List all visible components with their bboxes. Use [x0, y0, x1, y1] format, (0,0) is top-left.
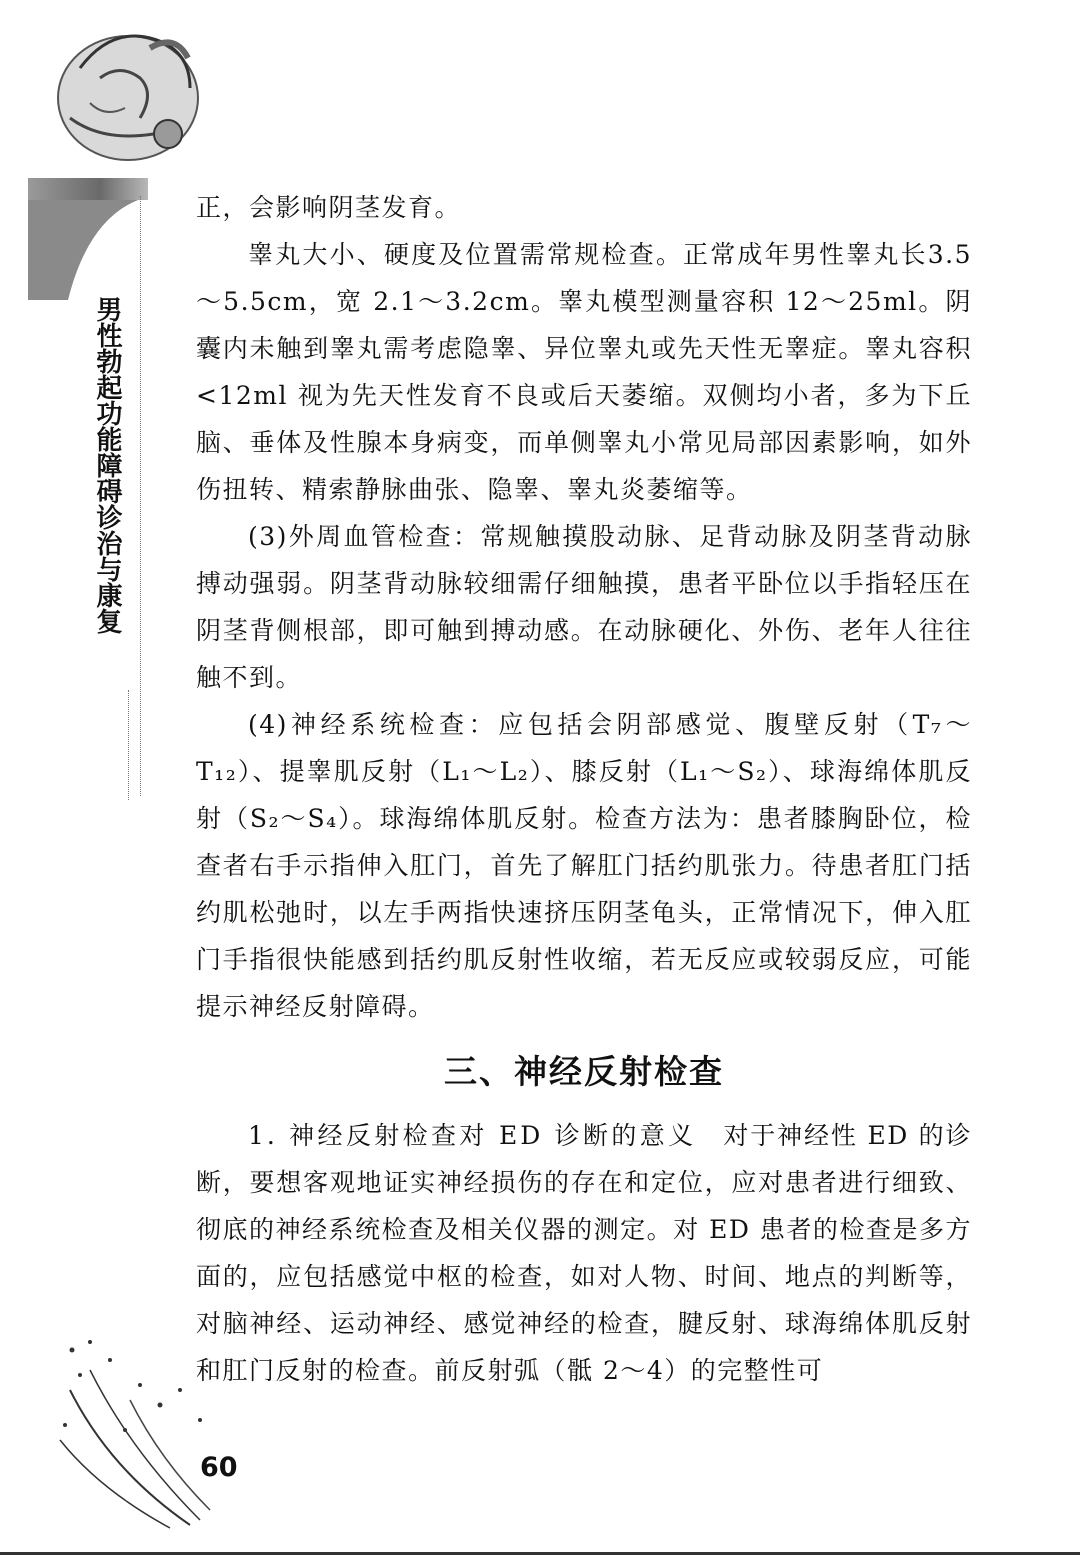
paragraph-testis: 睾丸大小、硬度及位置需常规检查。正常成年男性睾丸长3.5～5.5cm，宽 2.1～3.2cm。睾丸模型测量容积 12～25ml。阴囊内未触到睾丸需考虑隐睾、异位睾丸或先天性无睾症。睾丸容积<12ml 视为先天性发育不良或后天萎缩。双侧均小者，多为下丘脑、垂体及性腺本身病变，而单侧睾丸小常见局部因素影响，如外伤扭转、精索静脉曲张、隐睾、睾丸炎萎缩等。	[196, 240, 972, 504]
paragraph-vascular-exam: (3)外周血管检查：常规触摸股动脉、足背动脉及阴茎背动脉搏动强弱。阴茎背动脉较细需仔细触摸，患者平卧位以手指轻压在阴茎背侧根部，即可触到搏动感。在动脉硬化、外伤、老年人往往触不到。	[196, 522, 972, 692]
header-illustration	[40, 8, 210, 173]
header-band	[28, 178, 148, 200]
page-number: 60	[200, 1452, 238, 1483]
bottom-rule	[0, 1552, 1080, 1555]
section-heading: 三、神经反射检查	[444, 1052, 724, 1091]
running-book-title: 男性勃起功能障碍诊治与康复	[92, 296, 122, 634]
subheading-body: 对于神经性 ED 的诊断，要想客观地证实神经损伤的存在和定位，应对患者进行细致、彻底的神经系统检查及相关仪器的测定。对 ED 患者的检查是多方面的，应包括感觉中枢的检查，如对人物、时间、地点的判断等，对脑神经、运动神经、感觉神经的检查，腱反射、球海绵体肌反射和肛门反射的检查。前反射弧（骶 2～4）的完整性可	[196, 1121, 972, 1385]
paragraph-neuro-exam: (4)神经系统检查：应包括会阴部感觉、腹壁反射（T₇～T₁₂）、提睾肌反射（L₁～L₂）、膝反射（L₁～S₂）、球海绵体肌反射（S₂～S₄）。球海绵体肌反射。检查方法为：患者膝胸卧位，检查者右手示指伸入肛门，首先了解肛门括约肌张力。待患者肛门括约肌松弛时，以左手两指快速挤压阴茎龟头，正常情况下，伸入肛门手指很快能感到括约肌反射性收缩，若无反应或较弱反应，可能提示神经反射障碍。	[196, 710, 972, 1021]
header-sweep-decoration	[28, 200, 138, 300]
side-rule	[140, 196, 141, 796]
subheading-lead: 1. 神经反射检查对 ED 诊断的意义	[248, 1121, 697, 1150]
side-rule-secondary	[128, 690, 129, 800]
paragraph-1: 正，会影响阴茎发育。	[196, 193, 462, 222]
page-body	[196, 184, 972, 1394]
footer-decoration	[50, 1330, 220, 1530]
paragraph-ed-significance	[196, 1112, 972, 1394]
